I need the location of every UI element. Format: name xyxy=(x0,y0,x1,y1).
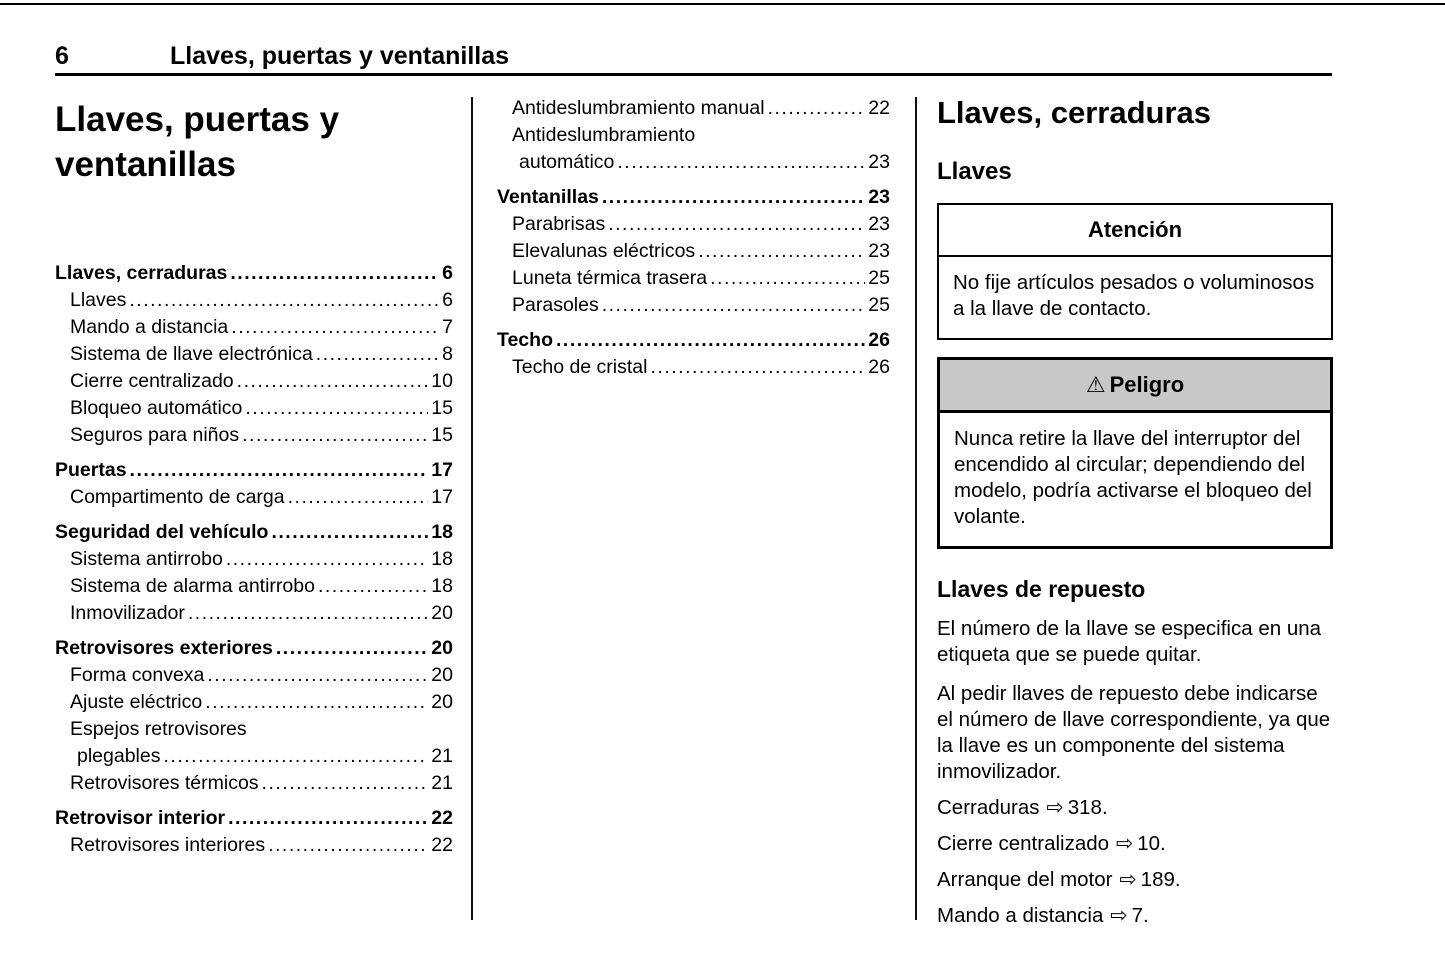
toc-entry-label: Parasoles xyxy=(512,294,599,316)
toc-entry xyxy=(55,287,453,314)
page-ref-arrow-icon: ⇨ xyxy=(1046,796,1064,819)
toc-entry-page: 18 xyxy=(431,521,453,543)
page-ref xyxy=(937,795,1333,821)
toc-leader-dots xyxy=(602,184,865,211)
toc-leader-dots xyxy=(698,238,865,265)
toc-entry-label: Retrovisores interiores xyxy=(70,834,266,856)
spare-keys-heading: Llaves de repuesto xyxy=(937,576,1146,602)
page-ref xyxy=(937,903,1333,929)
toc-entry-page: 17 xyxy=(431,459,453,481)
toc-leader-dots xyxy=(650,354,865,381)
toc-leader-dots xyxy=(163,743,428,770)
column-divider xyxy=(471,97,473,920)
toc-leader-dots xyxy=(228,805,428,832)
toc-entry-label: Techo xyxy=(497,329,553,351)
toc-entry xyxy=(497,149,890,176)
toc-entry-label: plegables xyxy=(77,745,161,767)
toc-entry xyxy=(55,260,453,287)
chapter-title xyxy=(55,97,453,187)
toc-entry-page: 7 xyxy=(442,316,453,338)
attention-box xyxy=(937,203,1333,340)
toc-entry-page: 20 xyxy=(431,602,453,624)
page-ref-label: Cerraduras xyxy=(937,796,1040,819)
toc-leader-dots xyxy=(316,341,439,368)
toc-entry-page: 25 xyxy=(868,267,890,289)
toc-entry-page: 23 xyxy=(868,151,890,173)
page-ref-label: Mando a distancia xyxy=(937,904,1104,927)
toc-entry-page: 18 xyxy=(431,575,453,597)
toc-entry-label: Seguridad del vehículo xyxy=(55,521,269,543)
toc-entry-label: Espejos retrovisores xyxy=(70,718,247,740)
attention-box-body: No fije artículos pesados o voluminosos a la llave de contacto. xyxy=(953,271,1315,320)
toc-entry-page: 15 xyxy=(431,397,453,419)
toc-leader-dots xyxy=(276,635,428,662)
page-ref xyxy=(937,867,1333,893)
toc-entry-label: Techo de cristal xyxy=(512,356,648,378)
toc-leader-dots xyxy=(710,265,865,292)
toc-entry xyxy=(55,546,453,573)
toc-entry xyxy=(497,211,890,238)
toc-column-2 xyxy=(497,95,890,381)
toc-entry xyxy=(497,327,890,354)
toc-leader-dots xyxy=(130,457,429,484)
header-rule xyxy=(55,73,1332,76)
toc-entry-label: Retrovisor interior xyxy=(55,807,226,829)
toc-entry-page: 26 xyxy=(868,329,890,351)
toc-entry xyxy=(497,265,890,292)
toc-entry xyxy=(497,122,890,149)
toc-entry xyxy=(497,95,890,122)
toc-entry-page: 15 xyxy=(431,424,453,446)
toc-leader-dots xyxy=(188,600,428,627)
toc-entry-page: 18 xyxy=(431,548,453,570)
toc-entry-page: 23 xyxy=(868,213,890,235)
toc-leader-dots xyxy=(288,484,429,511)
toc-entry xyxy=(55,457,453,484)
toc-entry xyxy=(55,573,453,600)
toc-entry-label: Luneta térmica trasera xyxy=(512,267,708,289)
toc-entry xyxy=(55,519,453,546)
page-ref-number: 7. xyxy=(1131,904,1149,927)
toc-leader-dots xyxy=(602,292,866,319)
toc-leader-dots xyxy=(768,95,866,122)
page-ref xyxy=(937,831,1333,857)
toc-entry-label: Puertas xyxy=(55,459,127,481)
toc-entry xyxy=(55,484,453,511)
toc-entry-page: 20 xyxy=(431,637,453,659)
toc-entry-page: 26 xyxy=(868,356,890,378)
middle-column xyxy=(497,95,890,381)
toc-entry-page: 21 xyxy=(431,772,453,794)
toc-entry-page: 23 xyxy=(868,240,890,262)
toc-leader-dots xyxy=(237,368,429,395)
toc-entry-label: Bloqueo automático xyxy=(70,397,243,419)
toc-entry-label: Ventanillas xyxy=(497,186,599,208)
toc-entry xyxy=(55,341,453,368)
toc-entry-page: 20 xyxy=(431,664,453,686)
toc-entry-label: Seguros para niños xyxy=(70,424,240,446)
column-divider xyxy=(915,97,917,920)
toc-entry xyxy=(55,832,453,859)
toc-entry-page: 21 xyxy=(431,745,453,767)
page-number: 6 xyxy=(55,42,69,70)
toc-entry-page: 22 xyxy=(868,97,890,119)
warning-triangle-icon: ⚠ xyxy=(1085,372,1106,397)
danger-box-header xyxy=(940,360,1330,413)
toc-leader-dots xyxy=(230,260,439,287)
toc-entry xyxy=(497,292,890,319)
spare-keys-paragraph-2: Al pedir llaves de repuesto debe indicarse el número de llave correspondiente, ya que la llave es un componente del sistema inmovilizador. xyxy=(937,682,1331,783)
toc-entry-label: Inmovilizador xyxy=(70,602,185,624)
toc-entry xyxy=(497,238,890,265)
toc-entry-page: 6 xyxy=(442,262,453,284)
toc-entry-label: Forma convexa xyxy=(70,664,205,686)
page-ref-arrow-icon: ⇨ xyxy=(1110,904,1128,927)
danger-box-title: Peligro xyxy=(1109,372,1185,397)
toc-leader-dots xyxy=(242,422,428,449)
toc-entry-label: Retrovisores exteriores xyxy=(55,637,273,659)
toc-entry xyxy=(55,743,453,770)
toc-entry xyxy=(55,395,453,422)
chapter-title-line-2: ventanillas xyxy=(55,145,236,184)
page-ref-number: 318. xyxy=(1067,796,1108,819)
toc-leader-dots xyxy=(262,770,429,797)
page-ref-label: Cierre centralizado xyxy=(937,832,1110,855)
page-ref-arrow-icon: ⇨ xyxy=(1119,868,1137,891)
toc-entry-page: 25 xyxy=(868,294,890,316)
toc-entry-label: Sistema antirrobo xyxy=(70,548,223,570)
toc-entry-page: 8 xyxy=(442,343,453,365)
toc-entry xyxy=(55,662,453,689)
toc-leader-dots xyxy=(245,395,428,422)
page-top-rule xyxy=(0,3,1445,5)
toc-leader-dots xyxy=(129,287,439,314)
toc-entry xyxy=(55,635,453,662)
toc-entry-label: automático xyxy=(519,151,615,173)
toc-entry-label: Cierre centralizado xyxy=(70,370,234,392)
toc-leader-dots xyxy=(268,832,428,859)
toc-entry-label: Sistema de llave electrónica xyxy=(70,343,313,365)
page-ref-label: Arranque del motor xyxy=(937,868,1113,891)
toc-column-1 xyxy=(55,260,453,859)
page-ref-list xyxy=(937,795,1333,929)
toc-entry-label: Llaves xyxy=(70,289,127,311)
toc-leader-dots xyxy=(556,327,865,354)
toc-entry-page: 6 xyxy=(442,289,453,311)
danger-box xyxy=(937,357,1333,549)
toc-entry-label: Elevalunas eléctricos xyxy=(512,240,696,262)
toc-entry-page: 20 xyxy=(431,691,453,713)
toc-entry xyxy=(55,422,453,449)
toc-leader-dots xyxy=(318,573,428,600)
chapter-title-line-1: Llaves, puertas y xyxy=(55,100,340,139)
subsection-heading-llaves: Llaves xyxy=(937,158,1012,185)
toc-entry xyxy=(55,770,453,797)
page-header-title: Llaves, puertas y ventanillas xyxy=(170,42,510,70)
toc-entry-label: Antideslumbramiento manual xyxy=(512,97,765,119)
attention-box-header xyxy=(939,205,1331,257)
toc-entry-label: Retrovisores térmicos xyxy=(70,772,259,794)
toc-entry xyxy=(55,689,453,716)
toc-entry xyxy=(55,314,453,341)
toc-leader-dots xyxy=(617,149,865,176)
toc-entry-label: Antideslumbramiento xyxy=(512,124,696,146)
page-ref-arrow-icon: ⇨ xyxy=(1116,832,1134,855)
toc-entry xyxy=(55,600,453,627)
toc-entry-label: Llaves, cerraduras xyxy=(55,262,228,284)
toc-entry xyxy=(497,184,890,211)
section-heading: Llaves, cerraduras xyxy=(937,95,1212,130)
spare-keys-paragraph-1: El número de la llave se especifica en una etiqueta que se puede quitar. xyxy=(937,617,1322,666)
toc-leader-dots xyxy=(205,689,428,716)
toc-leader-dots xyxy=(226,546,428,573)
toc-leader-dots xyxy=(608,211,865,238)
toc-entry-page: 17 xyxy=(431,486,453,508)
toc-entry xyxy=(497,354,890,381)
page-ref-number: 10. xyxy=(1137,832,1166,855)
toc-entry-label: Parabrisas xyxy=(512,213,606,235)
toc-entry xyxy=(55,716,453,743)
toc-leader-dots xyxy=(231,314,439,341)
toc-entry-label: Ajuste eléctrico xyxy=(70,691,203,713)
toc-entry xyxy=(55,805,453,832)
toc-entry-page: 22 xyxy=(431,807,453,829)
toc-leader-dots xyxy=(271,519,428,546)
toc-entry-page: 23 xyxy=(868,186,890,208)
toc-entry-page: 22 xyxy=(431,834,453,856)
page-ref-number: 189. xyxy=(1140,868,1181,891)
left-column xyxy=(55,95,453,859)
toc-entry-label: Sistema de alarma antirrobo xyxy=(70,575,315,597)
danger-box-body: Nunca retire la llave del interruptor del encendido al circular; dependiendo del modelo, podría activarse el bloqueo del volante. xyxy=(954,427,1312,528)
toc-entry xyxy=(55,368,453,395)
attention-box-title: Atención xyxy=(1087,217,1183,242)
toc-entry-label: Mando a distancia xyxy=(70,316,229,338)
toc-entry-label: Compartimento de carga xyxy=(70,486,285,508)
right-column xyxy=(937,95,1333,929)
toc-entry-page: 10 xyxy=(431,370,453,392)
toc-leader-dots xyxy=(207,662,428,689)
